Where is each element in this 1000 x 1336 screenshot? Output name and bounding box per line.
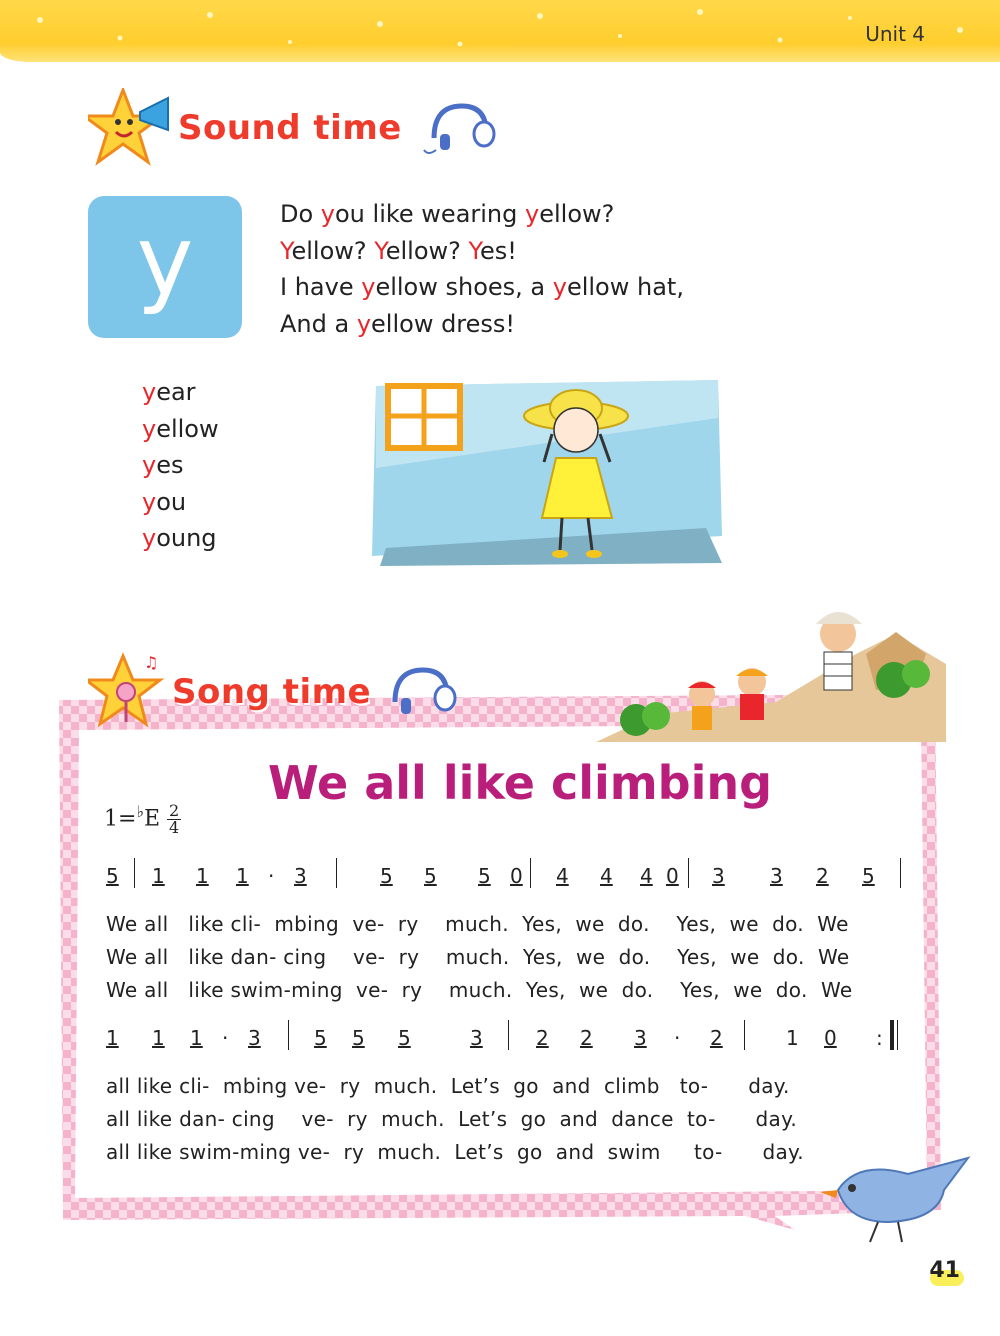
key-signature — [104, 802, 181, 836]
time-sig-numerator: 2 — [169, 800, 180, 820]
song-time-title: Song time — [172, 672, 372, 712]
top-banner — [0, 0, 1000, 62]
unit-label: Unit 4 — [865, 22, 925, 46]
lyrics-block-2 — [106, 1070, 804, 1169]
chant-text — [280, 196, 684, 342]
headphones-icon[interactable] — [383, 662, 463, 722]
song-title: We all like climbing — [267, 756, 773, 810]
word-item: yellow — [142, 414, 219, 443]
letter-y-card: y — [88, 196, 242, 338]
y-word-list — [142, 374, 219, 557]
song-time-header — [88, 652, 463, 732]
notation-line-2: 1 1 1 · 3 5 5 5 3 2 2 3 · 2 1 0 : — [104, 1026, 914, 1056]
lyrics-block-1 — [106, 908, 852, 1007]
word-item: young — [142, 524, 217, 552]
chant-line: Do you like wearing yellow? — [280, 200, 615, 228]
stars-decoration — [0, 0, 1000, 60]
headphones-icon[interactable] — [422, 98, 502, 158]
time-sig-denominator: 4 — [169, 817, 180, 837]
flat-symbol: ♭ — [136, 802, 144, 821]
word-item: yes — [142, 451, 184, 479]
children-hiking-illustration — [596, 594, 946, 744]
lyric-line: We all like dan- cing ve- ry much. Yes, we do. Yes, we do. We — [106, 945, 850, 969]
sound-time-title: Sound time — [178, 108, 402, 148]
bird-illustration — [818, 1150, 974, 1246]
notation-line-1: 5 1 1 1 · 3 5 5 5 0 4 4 4 0 3 3 2 5 — [104, 864, 914, 894]
star-microphone-icon — [88, 652, 172, 732]
girl-in-yellow-illustration — [366, 378, 726, 570]
svg-text:♫: ♫ — [144, 653, 159, 672]
chant-line: And a yellow dress! — [280, 309, 516, 338]
word-item: year — [142, 378, 196, 406]
page-number: 41 — [929, 1258, 960, 1283]
lyric-line: all like dan- cing ve- ry much. Let’s go and dance to- day. — [106, 1107, 798, 1131]
key-prefix: 1= — [104, 806, 137, 832]
lyric-line: all like cli- mbing ve- ry much. Let’s go and climb to- day. — [106, 1074, 790, 1098]
star-megaphone-icon — [88, 88, 178, 168]
lyric-line: We all like cli- mbing ve- ry much. Yes, we do. Yes, we do. We — [106, 912, 849, 936]
time-signature — [167, 800, 181, 837]
lyric-line: We all like swim-ming ve- ry much. Yes, we do. Yes, we do. We — [106, 978, 853, 1002]
chant-line: I have yellow shoes, a yellow hat, — [280, 273, 684, 301]
sound-time-header — [88, 88, 502, 168]
word-item: you — [142, 487, 187, 516]
lyric-line: all like swim-ming ve- ry much. Let’s go and swim to- day. — [106, 1140, 804, 1164]
chant-line: Yellow? Yellow? Yes! — [280, 236, 517, 265]
key-note: E — [143, 806, 161, 832]
